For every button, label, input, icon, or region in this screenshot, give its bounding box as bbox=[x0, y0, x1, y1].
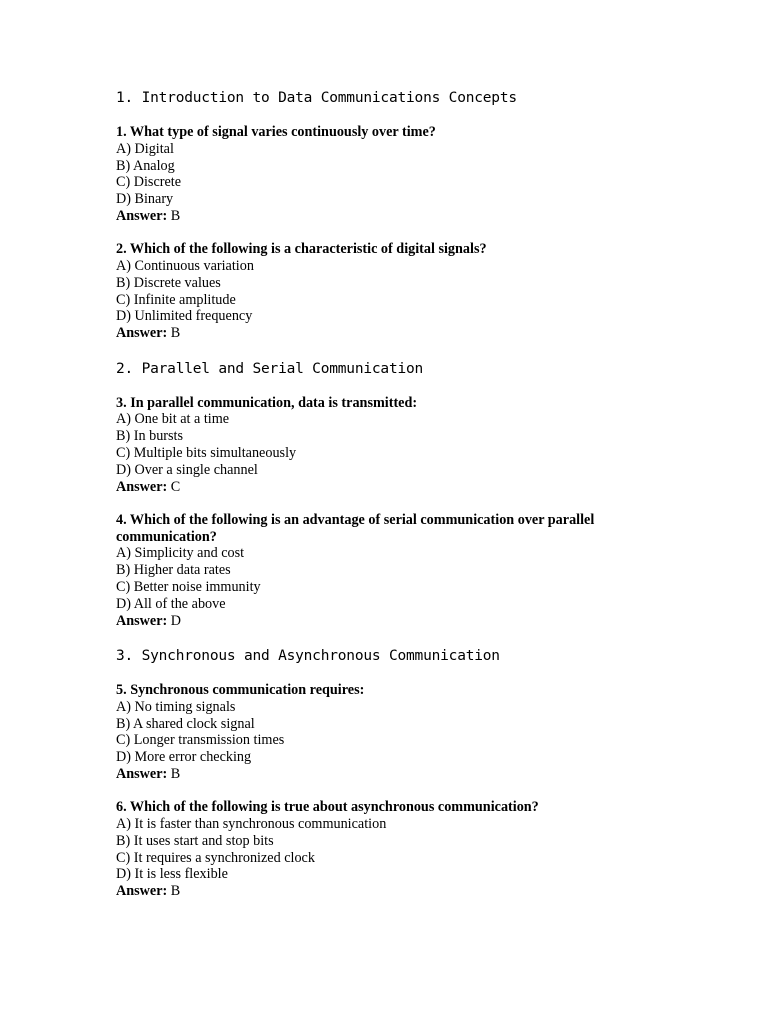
question-6 bbox=[116, 799, 716, 900]
question-text: 3. In parallel communication, data is transmitted: bbox=[116, 394, 418, 411]
option-c: C) Better noise immunity bbox=[116, 579, 261, 596]
question-text: 5. Synchronous communication requires: bbox=[116, 681, 365, 698]
question-text: 1. What type of signal varies continuously over time? bbox=[116, 124, 436, 140]
option-d: D) More error checking bbox=[116, 749, 252, 766]
answer-label: Answer: bbox=[116, 325, 168, 342]
answer-label: Answer: bbox=[116, 883, 168, 900]
answer-line bbox=[116, 479, 716, 496]
answer-label: Answer: bbox=[116, 478, 168, 495]
option-b: B) A shared clock signal bbox=[116, 715, 255, 732]
option-a: A) One bit at a time bbox=[116, 411, 230, 428]
option-d: D) It is less flexible bbox=[116, 866, 228, 883]
option-c: C) It requires a synchronized clock bbox=[116, 849, 315, 866]
answer-value: D bbox=[167, 612, 182, 629]
option-c: C) Discrete bbox=[116, 174, 182, 191]
question-1 bbox=[116, 124, 716, 225]
answer-line bbox=[116, 766, 716, 783]
option-a: A) Continuous variation bbox=[116, 258, 254, 275]
answer-line bbox=[116, 613, 716, 630]
section-2 bbox=[116, 359, 716, 630]
answer-label: Answer: bbox=[116, 207, 168, 224]
section-heading: 2. Parallel and Serial Communication bbox=[116, 360, 424, 377]
answer-label: Answer: bbox=[116, 612, 168, 629]
section-3 bbox=[116, 646, 716, 900]
option-a: A) No timing signals bbox=[116, 698, 236, 715]
option-c: C) Infinite amplitude bbox=[116, 291, 236, 308]
option-a: A) Simplicity and cost bbox=[116, 545, 245, 562]
answer-line bbox=[116, 208, 716, 225]
answer-line bbox=[116, 325, 716, 342]
option-b: B) In bursts bbox=[116, 428, 183, 445]
answer-line bbox=[116, 883, 716, 900]
question-4 bbox=[116, 512, 716, 630]
option-c: C) Multiple bits simultaneously bbox=[116, 444, 297, 461]
answer-label: Answer: bbox=[116, 765, 168, 782]
question-text: 4. Which of the following is an advantage of serial communication over parallel communication? bbox=[116, 511, 595, 545]
option-c: C) Longer transmission times bbox=[116, 732, 285, 749]
option-a: A) It is faster than synchronous communication bbox=[116, 816, 387, 832]
question-text: 6. Which of the following is true about asynchronous communication? bbox=[116, 799, 539, 816]
option-b: B) Discrete values bbox=[116, 274, 221, 291]
section-1 bbox=[116, 88, 716, 342]
option-b: B) Analog bbox=[116, 157, 175, 174]
option-d: D) Binary bbox=[116, 191, 174, 208]
option-d: D) All of the above bbox=[116, 595, 226, 612]
answer-value: B bbox=[167, 325, 181, 342]
question-5 bbox=[116, 682, 716, 783]
document-page bbox=[116, 88, 716, 916]
answer-value: C bbox=[167, 478, 181, 495]
option-a: A) Digital bbox=[116, 140, 174, 157]
option-b: B) Higher data rates bbox=[116, 562, 231, 579]
option-d: D) Unlimited frequency bbox=[116, 308, 253, 325]
question-3 bbox=[116, 395, 716, 496]
question-2 bbox=[116, 241, 716, 342]
option-b: B) It uses start and stop bits bbox=[116, 832, 274, 849]
option-d: D) Over a single channel bbox=[116, 461, 258, 478]
question-text: 2. Which of the following is a characteristic of digital signals? bbox=[116, 241, 487, 258]
answer-value: B bbox=[167, 765, 181, 782]
section-heading: 1. Introduction to Data Communications Concepts bbox=[116, 90, 517, 106]
answer-value: B bbox=[167, 883, 181, 900]
answer-value: B bbox=[167, 207, 181, 224]
section-heading: 3. Synchronous and Asynchronous Communication bbox=[116, 647, 500, 664]
